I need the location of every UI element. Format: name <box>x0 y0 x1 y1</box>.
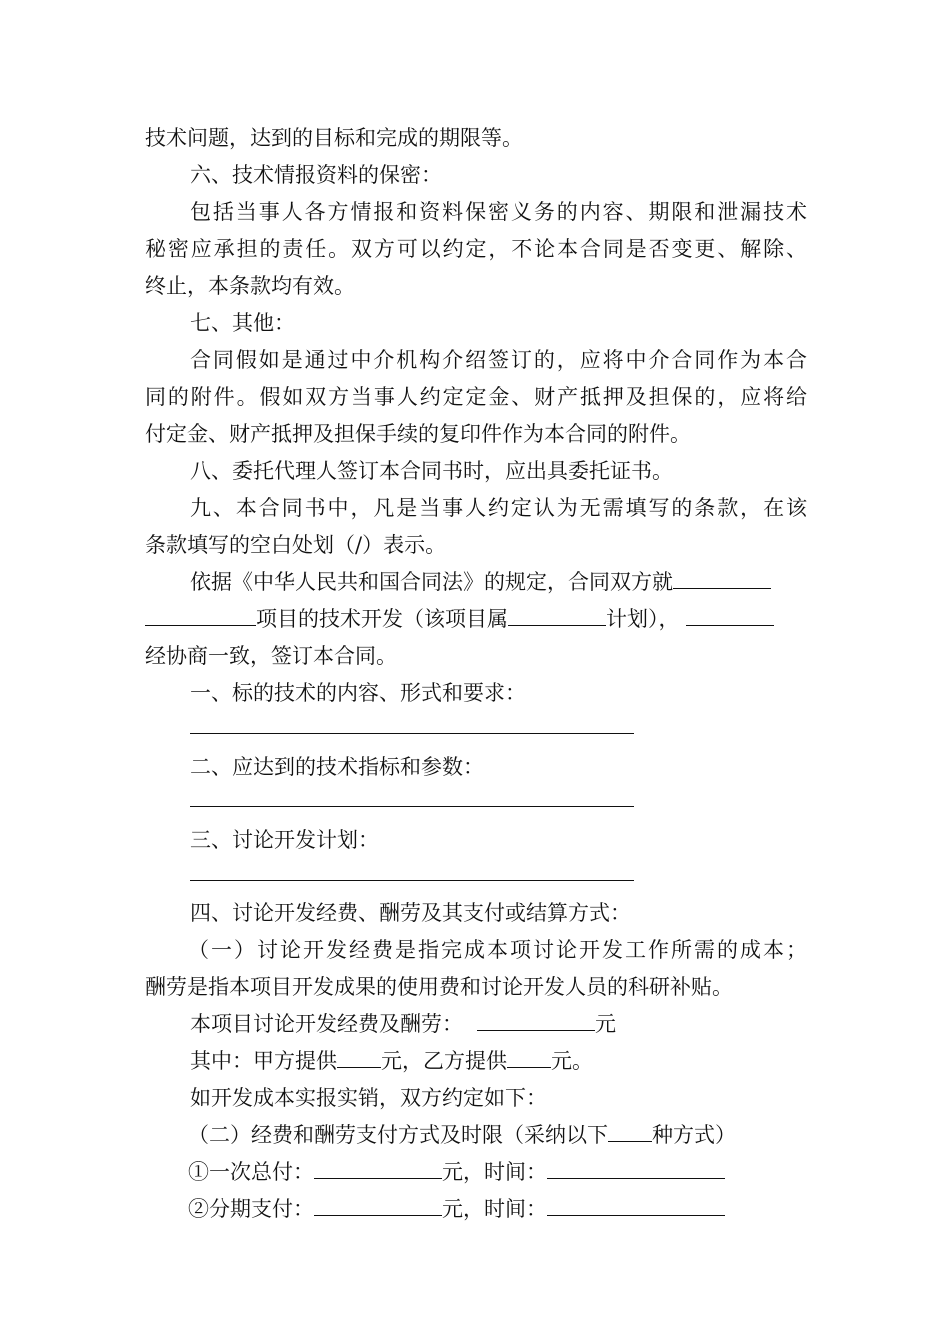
fill-blank-field[interactable] <box>477 1010 595 1031</box>
fill-line-field[interactable] <box>190 806 634 807</box>
section-heading-confidentiality: 六、技术情报资料的保密： <box>190 163 442 187</box>
paragraph-line: 终止，本条款均有效。 <box>145 274 355 298</box>
paragraph-text: 元。 <box>551 1049 593 1073</box>
fill-blank-field[interactable] <box>314 1195 442 1216</box>
fill-line-field[interactable] <box>190 880 634 881</box>
fill-blank-field[interactable] <box>145 605 256 626</box>
paragraph-line: （一）讨论开发经费是指完成本项讨论开发工作所需的成本； <box>188 938 807 962</box>
fill-blank-field[interactable] <box>314 1158 442 1179</box>
funding-split-line <box>190 1046 807 1076</box>
fill-blank-field[interactable] <box>686 605 774 626</box>
fill-blank-field[interactable] <box>507 1047 551 1068</box>
paragraph-text: ②分期支付： <box>188 1197 314 1221</box>
payment-option-line <box>188 1157 807 1187</box>
contract-intro-line <box>145 604 807 634</box>
paragraph-text: （二）经费和酬劳支付方式及时限（采纳以下 <box>188 1123 608 1147</box>
section-heading-plan: 三、讨论开发计划： <box>190 828 379 852</box>
paragraph-text: 本项目讨论开发经费及酬劳： <box>190 1012 463 1036</box>
paragraph-line: 技术问题，达到的目标和完成的期限等。 <box>145 126 523 150</box>
fill-blank-field[interactable] <box>673 568 771 589</box>
paragraph-line: 经协商一致，签订本合同。 <box>145 644 397 668</box>
paragraph-text: ①一次总付： <box>188 1160 314 1184</box>
paragraph-text: 元 <box>595 1012 616 1036</box>
fill-blank-field[interactable] <box>547 1158 725 1179</box>
section-heading-funding: 四、讨论开发经费、酬劳及其支付或结算方式： <box>190 901 631 925</box>
paragraph-text: 元，乙方提供 <box>381 1049 507 1073</box>
payment-option-line <box>188 1194 807 1224</box>
paragraph-line: 付定金、财产抵押及担保手续的复印件作为本合同的附件。 <box>145 422 691 446</box>
fill-blank-field[interactable] <box>337 1047 381 1068</box>
contract-intro-line <box>190 567 807 597</box>
section-heading-content: 一、标的技术的内容、形式和要求： <box>190 681 526 705</box>
paragraph-text: 元，时间： <box>442 1160 547 1184</box>
fill-blank-field[interactable] <box>547 1195 725 1216</box>
fill-blank-field[interactable] <box>508 605 606 626</box>
paragraph-line: 同的附件。假如双方当事人约定定金、财产抵押及担保的，应将给 <box>145 385 807 409</box>
payment-method-line <box>188 1120 807 1150</box>
paragraph-line: 如开发成本实报实销，双方约定如下： <box>190 1086 547 1110</box>
section-heading-indicators: 二、应达到的技术指标和参数： <box>190 755 484 779</box>
section-heading-other: 七、其他： <box>190 311 295 335</box>
paragraph-text: 其中：甲方提供 <box>190 1049 337 1073</box>
paragraph-text: 计划）， <box>606 607 680 631</box>
paragraph-text: 依据《中华人民共和国合同法》的规定，合同双方就 <box>190 570 673 594</box>
paragraph-line: 酬劳是指本项目开发成果的使用费和讨论开发人员的科研补贴。 <box>145 975 733 999</box>
paragraph-text: 元，时间： <box>442 1197 547 1221</box>
section-heading-blanks: 九、本合同书中，凡是当事人约定认为无需填写的条款，在该 <box>190 496 807 520</box>
fill-blank-field[interactable] <box>608 1121 652 1142</box>
paragraph-line: 合同假如是通过中介机构介绍签订的，应将中介合同作为本合 <box>190 348 807 372</box>
paragraph-line: 包括当事人各方情报和资料保密义务的内容、期限和泄漏技术 <box>190 200 807 224</box>
paragraph-line: 秘密应承担的责任。双方可以约定，不论本合同是否变更、解除、 <box>145 237 807 261</box>
funding-amount-line <box>190 1009 807 1039</box>
fill-line-field[interactable] <box>190 733 634 734</box>
paragraph-text: 项目的技术开发（该项目属 <box>256 607 508 631</box>
paragraph-text: 种方式） <box>652 1123 736 1147</box>
section-heading-agent: 八、委托代理人签订本合同书时，应出具委托证书。 <box>190 459 673 483</box>
paragraph-line: 条款填写的空白处划（/）表示。 <box>145 533 447 557</box>
